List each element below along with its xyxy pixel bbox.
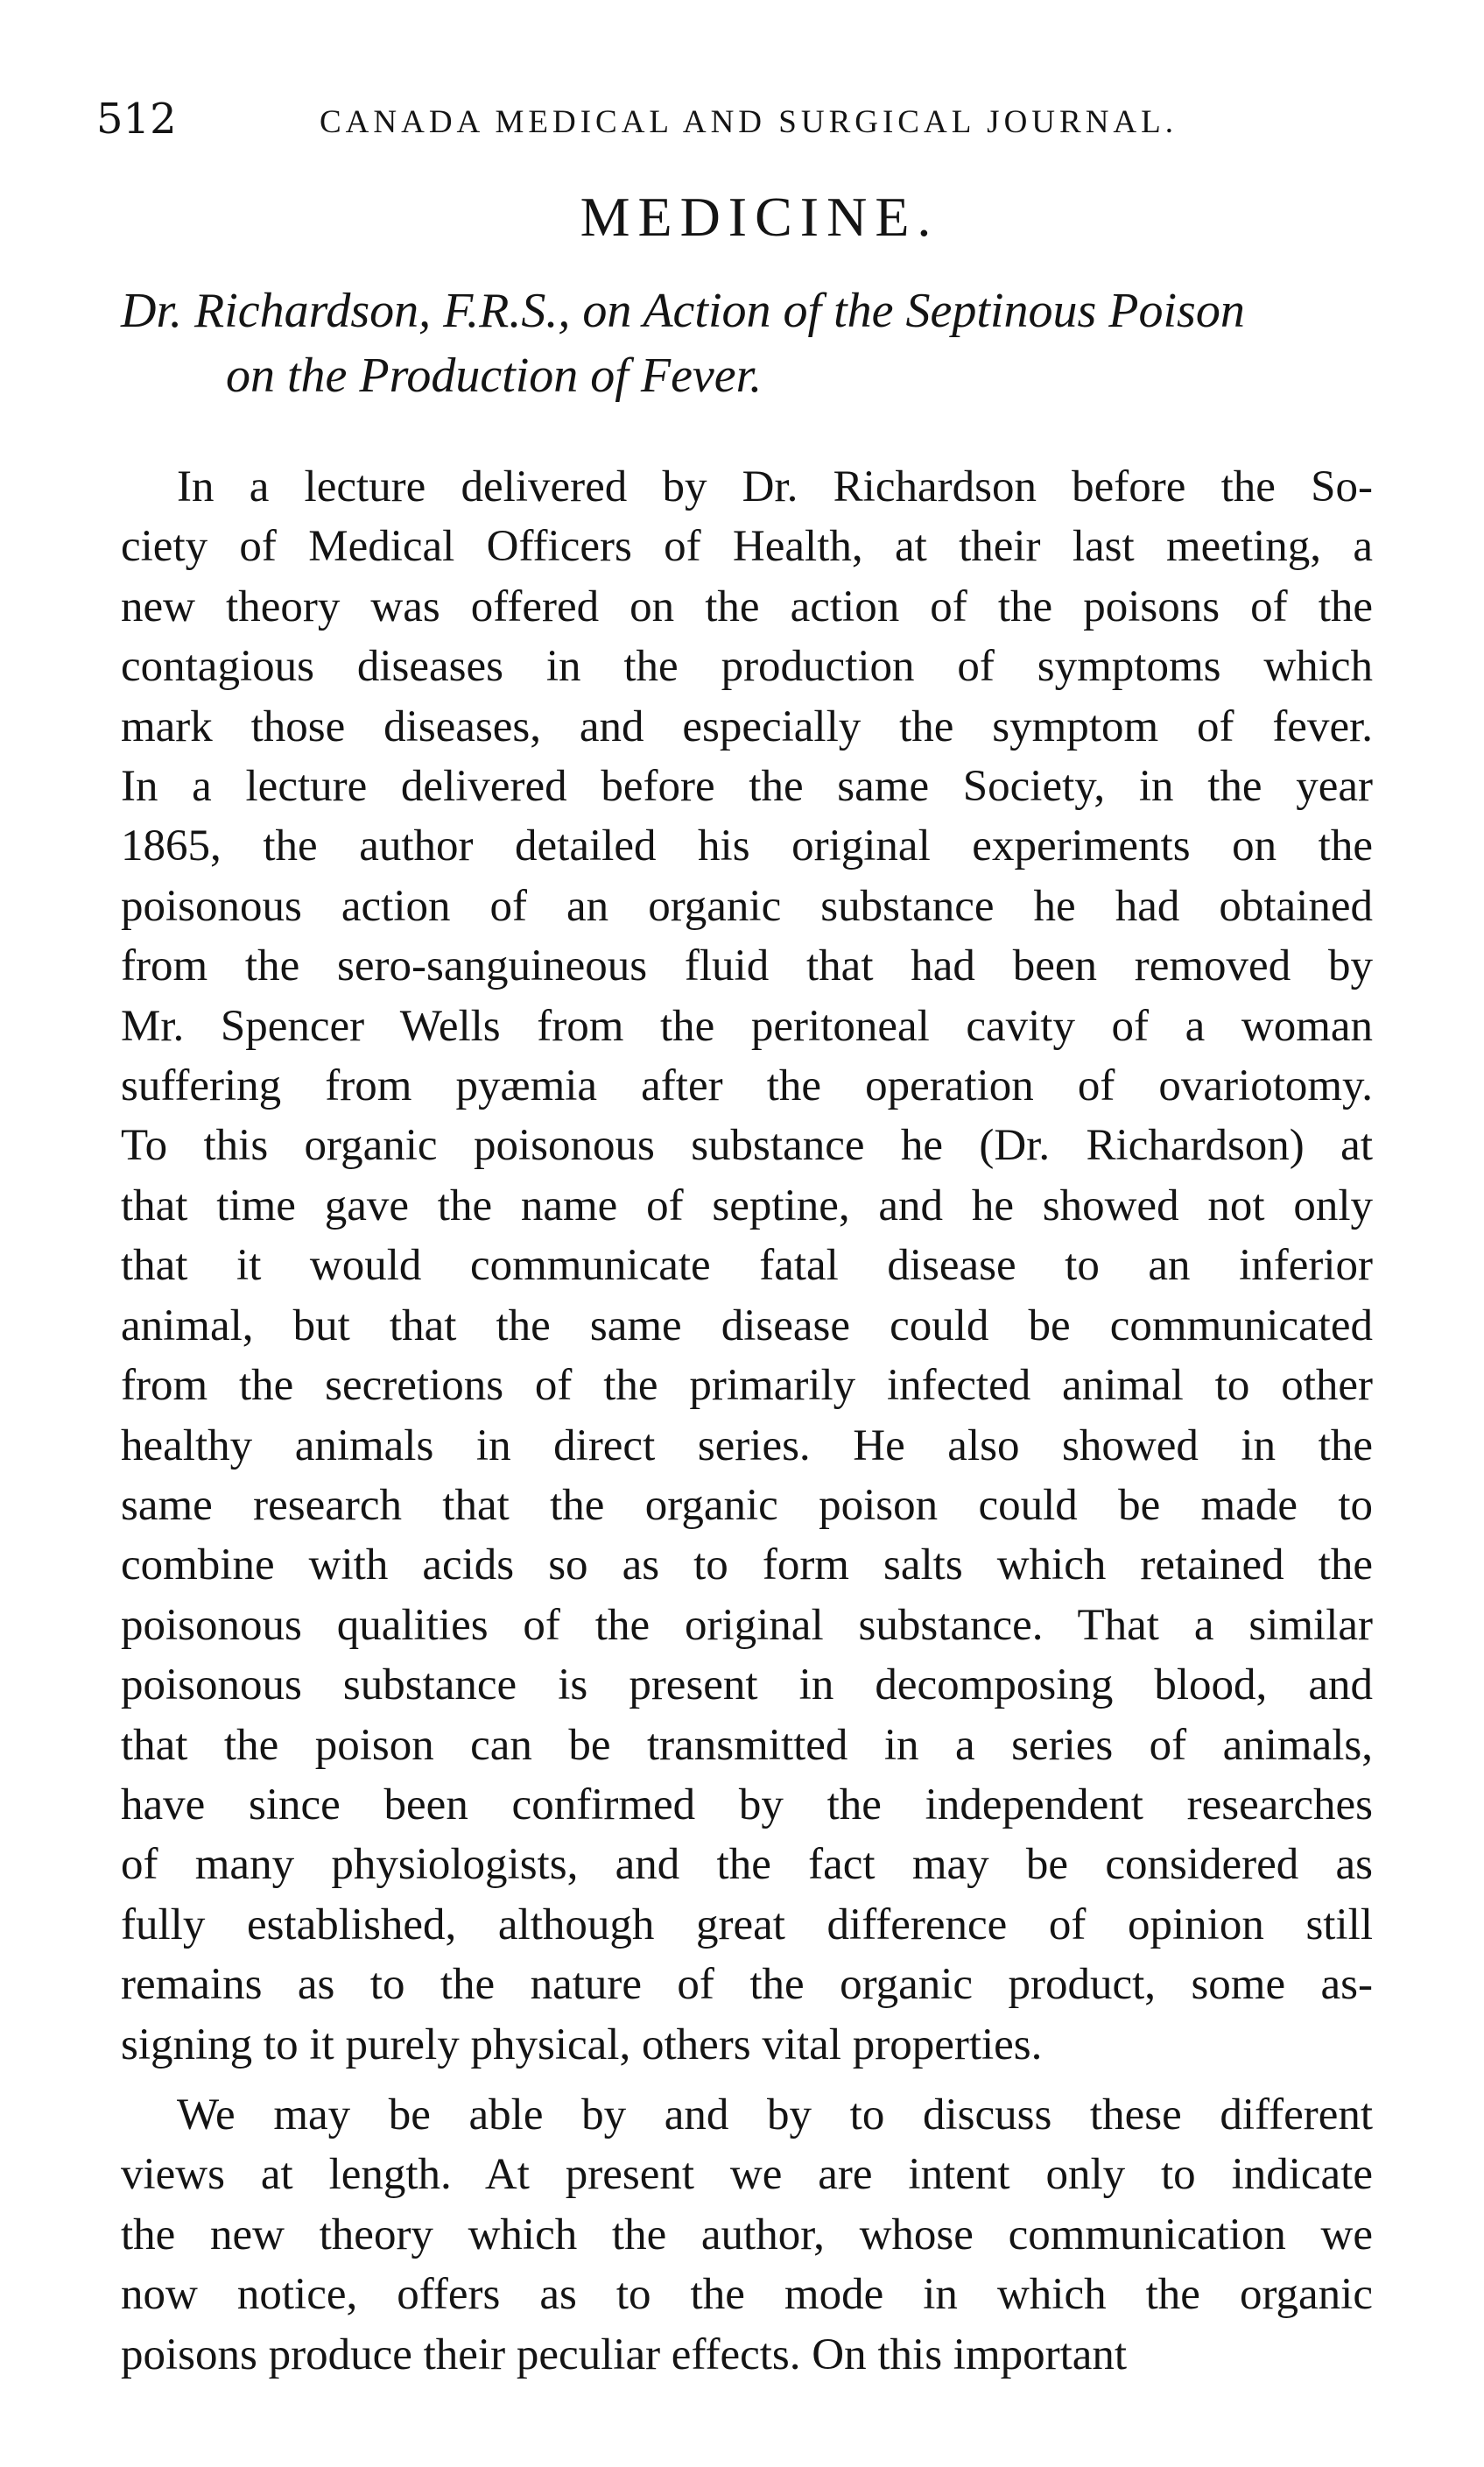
paragraph [121, 2085, 1373, 2385]
text-line: contagious diseases in the production of symptoms which [121, 642, 1373, 692]
text-line: mark those diseases, and especially the symptom of fever. [121, 701, 1373, 751]
article-body [121, 457, 1373, 2385]
text-line: healthy animals in direct series. He also showed in the [121, 1420, 1373, 1470]
article-title-line: on the Production of Fever. [226, 349, 763, 403]
text-line: from the secretions of the primarily infected animal to other [121, 1361, 1373, 1411]
text-line: have since been confirmed by the independent researches [121, 1780, 1373, 1829]
text-line: fully established, although great difference of opinion still [121, 1900, 1373, 1949]
text-line: To this organic poisonous substance he (Dr. Richardson) at [121, 1121, 1373, 1171]
article-title-line: Dr. Richardson, F.R.S., on Action of the Septinous Poison [121, 284, 1245, 338]
text-line: new theory was offered on the action of the poisons of the [121, 582, 1373, 631]
paragraph [121, 457, 1373, 2075]
text-line: poisons produce their peculiar effects. On this important [121, 2330, 1128, 2379]
text-line: same research that the organic poison could be made to [121, 1480, 1373, 1530]
text-line: animal, but that the same disease could be communicated [121, 1300, 1373, 1350]
text-line: We may be able by and by to discuss these different [177, 2090, 1373, 2139]
text-line: In a lecture delivered by Dr. Richardson before the So- [177, 462, 1373, 511]
text-line: from the sero-sanguineous fluid that had been removed by [121, 941, 1373, 991]
text-line: 1865, the author detailed his original experiments on the [121, 821, 1373, 871]
page-number: 512 [96, 95, 177, 144]
text-line: the new theory which the author, whose communication we [121, 2210, 1373, 2259]
text-line: ciety of Medical Officers of Health, at their last meeting, a [121, 522, 1373, 572]
text-line: of many physiologists, and the fact may be considered as [121, 1840, 1373, 1890]
text-line: signing to it purely physical, others vital properties. [121, 2019, 1043, 2069]
text-line: poisonous action of an organic substance he had obtained [121, 881, 1373, 931]
text-line: In a lecture delivered before the same Society, in the year [121, 762, 1373, 812]
text-line: poisonous qualities of the original substance. That a similar [121, 1600, 1373, 1650]
text-line: that time gave the name of septine, and he showed not only [121, 1181, 1373, 1230]
text-line: remains as to the nature of the organic product, some as- [121, 1960, 1373, 2010]
section-title: MEDICINE. [580, 186, 939, 248]
text-line: suffering from pyæmia after the operation of ovariotomy. [121, 1061, 1373, 1111]
journal-title: CANADA MEDICAL AND SURGICAL JOURNAL. [320, 104, 1178, 140]
text-line: Mr. Spencer Wells from the peritoneal cavity of a woman [121, 1001, 1373, 1051]
text-line: that the poison can be transmitted in a series of animals, [121, 1720, 1373, 1770]
article-title [121, 278, 1373, 408]
text-line: views at length. At present we are intent only to indicate [121, 2150, 1373, 2200]
running-head [96, 95, 1375, 156]
text-line: combine with acids so as to form salts which retained the [121, 1540, 1373, 1590]
text-line: poisonous substance is present in decomposing blood, and [121, 1660, 1373, 1710]
text-line: that it would communicate fatal disease to an inferior [121, 1241, 1373, 1291]
text-line: now notice, offers as to the mode in which the organic [121, 2270, 1373, 2320]
